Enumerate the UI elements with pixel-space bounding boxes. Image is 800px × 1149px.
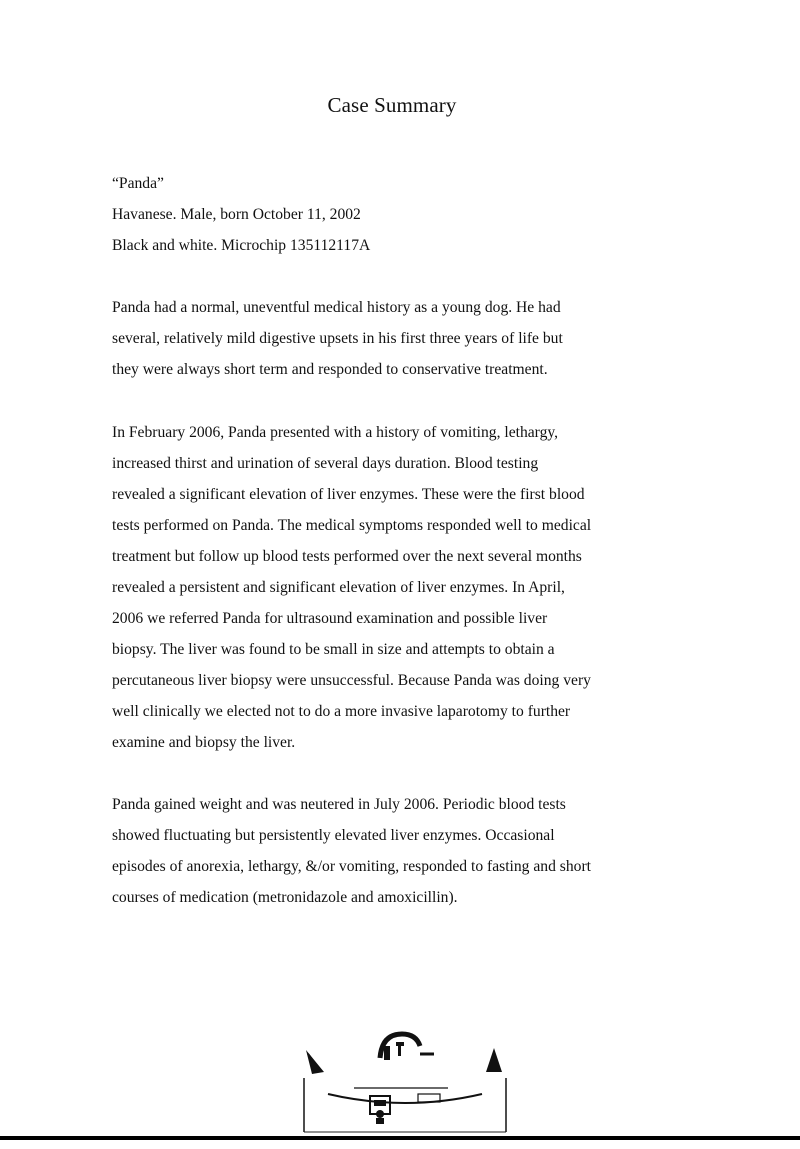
patient-color-microchip: Black and white. Microchip 135112117A [112, 237, 371, 254]
paragraph-line: Panda gained weight and was neutered in July 2006. Periodic blood tests [112, 796, 566, 813]
paragraph-history [112, 292, 692, 385]
patient-info [112, 168, 692, 261]
paragraph-line: examine and biopsy the liver. [112, 734, 296, 751]
paragraph-followup [112, 789, 692, 913]
paragraph-line: tests performed on Panda. The medical symptoms responded well to medical [112, 517, 592, 534]
patient-name: “Panda” [112, 175, 164, 192]
emblem-stamp-image [298, 1018, 512, 1136]
paragraph-line: 2006 we referred Panda for ultrasound examination and possible liver [112, 610, 548, 627]
paragraph-presentation [112, 417, 692, 758]
paragraph-line: Panda had a normal, uneventful medical history as a young dog. He had [112, 299, 561, 316]
paragraph-line: treatment but follow up blood tests performed over the next several months [112, 548, 582, 565]
paragraph-line: revealed a persistent and significant elevation of liver enzymes. In April, [112, 579, 565, 596]
paragraph-line: episodes of anorexia, lethargy, &/or vomiting, responded to fasting and short [112, 858, 591, 875]
paragraph-line: they were always short term and responded to conservative treatment. [112, 361, 548, 378]
patient-breed-sex-dob: Havanese. Male, born October 11, 2002 [112, 206, 361, 223]
paragraph-line: In February 2006, Panda presented with a history of vomiting, lethargy, [112, 424, 559, 441]
paragraph-line: several, relatively mild digestive upsets in his first three years of life but [112, 330, 563, 347]
paragraph-line: showed fluctuating but persistently elevated liver enzymes. Occasional [112, 827, 555, 844]
paragraph-line: percutaneous liver biopsy were unsuccessful. Because Panda was doing very [112, 672, 591, 689]
paragraph-line: biopsy. The liver was found to be small in size and attempts to obtain a [112, 641, 555, 658]
bottom-scan-edge [0, 1136, 800, 1140]
paragraph-line: well clinically we elected not to do a more invasive laparotomy to further [112, 703, 571, 720]
page-title: Case Summary [327, 93, 457, 117]
paragraph-line: increased thirst and urination of several days duration. Blood testing [112, 455, 539, 472]
paragraph-line: courses of medication (metronidazole and amoxicillin). [112, 889, 458, 906]
paragraph-line: revealed a significant elevation of liver enzymes. These were the first blood [112, 486, 585, 503]
